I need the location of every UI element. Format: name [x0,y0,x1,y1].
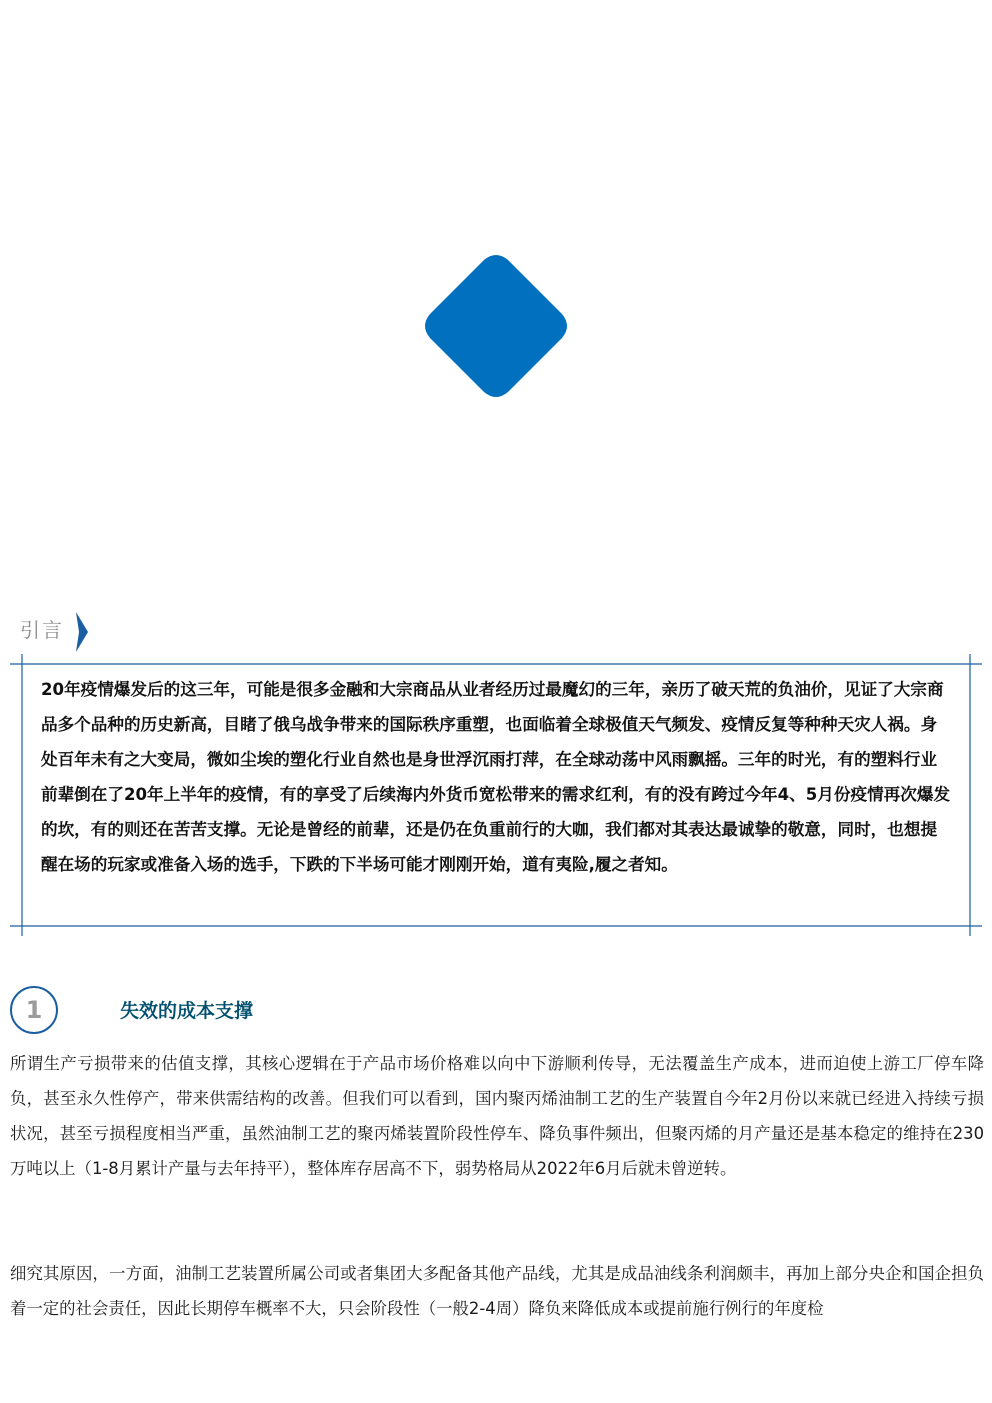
body-paragraph: 所谓生产亏损带来的估值支撑，其核心逻辑在于产品市场价格难以向中下游顺利传导，无法覆盖生产成本，进而迫使上游工厂停车降负，甚至永久性停产，带来供需结构的改善。但我们可以看到，国内聚丙烯油制工艺的生产装置自今年2月份以来就已经进入持续亏损状况，甚至亏损程度相当严重，虽然油制工艺的聚丙烯装置阶段性停车、降负事件频出，但聚丙烯的月产量还是基本稳定的维持在230万吨以上（1-8月累计产量与去年持平），整体库存居高不下，弱势格局从2022年6月后就未曾逆转。 [10,1054,984,1178]
body-paragraph: 细究其原因，一方面，油制工艺装置所属公司或者集团大多配备其他产品线，尤其是成品油线条利润颇丰，再加上部分央企和国企担负着一定的社会责任，因此长期停车概率不大，只会阶段性（一般2-4周）降负来降低成本或提前施行例行的年度检 [10,1264,984,1318]
logo-diamond-icon [424,254,568,398]
section-number-badge: 1 [10,986,58,1034]
section-heading [10,986,982,1034]
chevron-right-icon [76,612,88,652]
intro-label: 引言 [20,618,64,642]
section-title: 失效的成本支撑 [120,1000,254,1022]
intro-quote-text: 20年疫情爆发后的这三年，可能是很多金融和大宗商品从业者经历过最魔幻的三年，亲历了破天荒的负油价，见证了大宗商品多个品种的历史新高，目睹了俄乌战争带来的国际秩序重塑，也面临着全球极值天气频发、疫情反复等种种天灾人祸。身处百年未有之大变局，微如尘埃的塑化行业自然也是身世浮沉雨打萍，在全球动荡中风雨飘摇。三年的时光，有的塑料行业前辈倒在了20年上半年的疫情，有的享受了后续海内外货币宽松带来的需求红利，有的没有跨过今年4、5月份疫情再次爆发的坎，有的则还在苦苦支撑。无论是曾经的前辈，还是仍在负重前行的大咖，我们都对其表达最诚挚的敬意，同时，也想提醒在场的玩家或准备入场的选手，下跌的下半场可能才刚刚开始，道有夷险,履之者知。 [41,680,951,874]
